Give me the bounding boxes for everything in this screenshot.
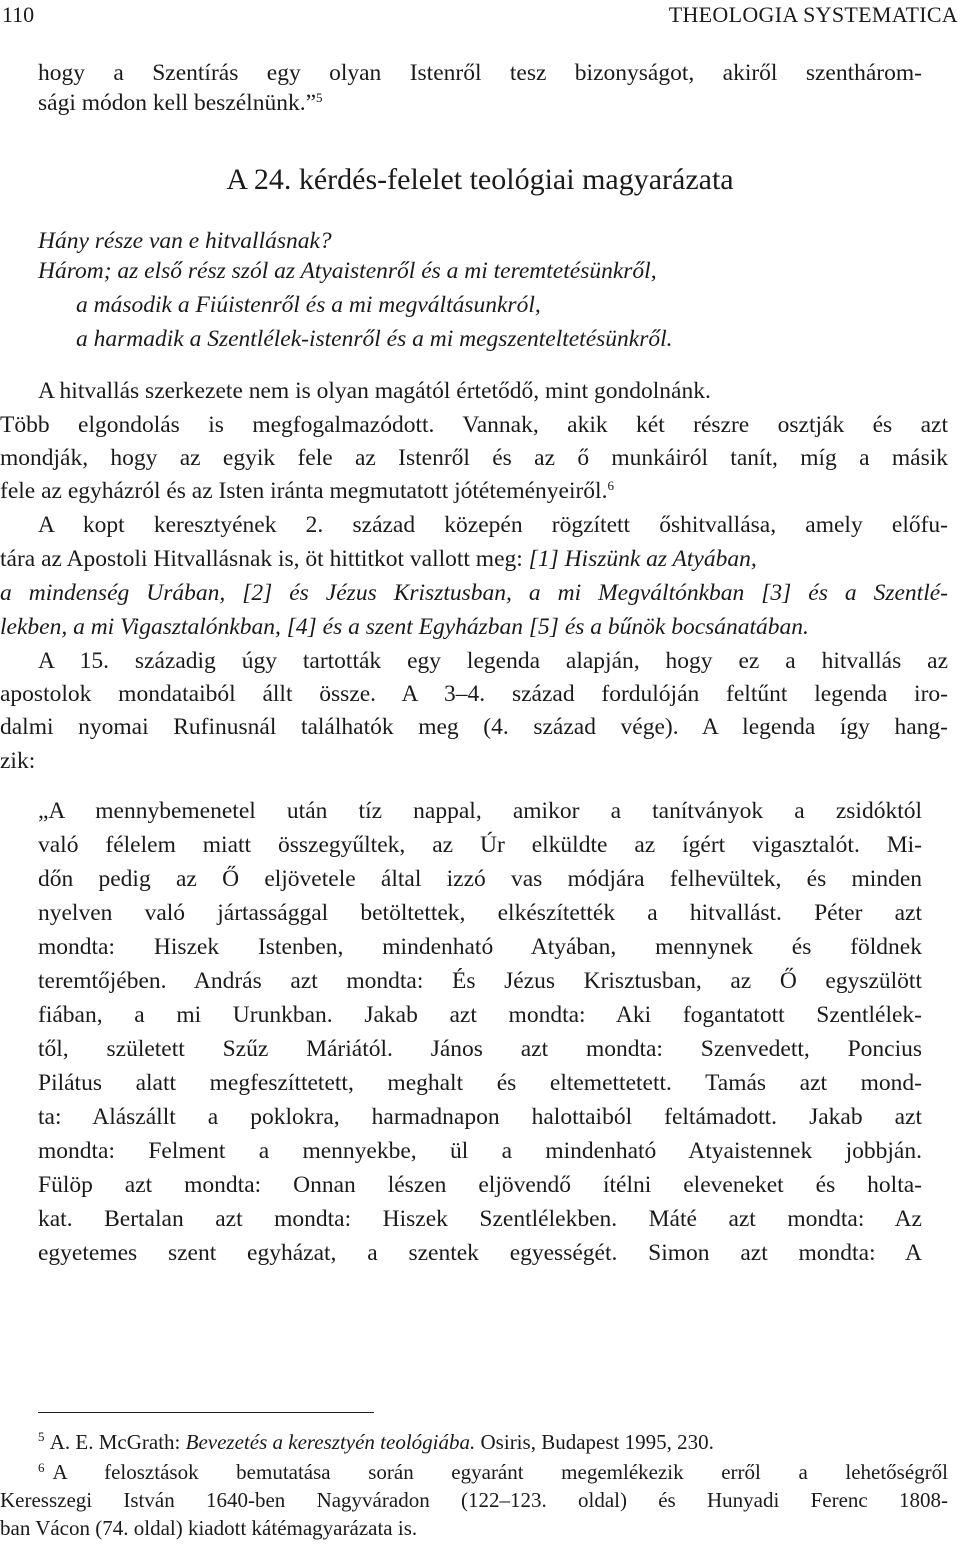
footnote-line: Keresszegi István 1640-ben Nagyváradon (122–123. oldal) és Hunyadi Ferenc 1808-	[0, 1488, 948, 1512]
quote-line: Pilátus alatt megfeszíttetett, meghalt és eltemettetett. Tamás azt mond-	[38, 1070, 922, 1096]
catechism-question: Hány része van e hitvallásnak?	[38, 228, 332, 254]
body-line: apostolok mondataiból állt össze. A 3–4. század fordulóján feltűnt legenda iro-	[0, 681, 948, 707]
footnote-separator	[38, 1412, 374, 1413]
body-line	[0, 544, 948, 574]
footnote-line: A felosztások bemutatása során egyaránt megemlékezik erről a lehetőségről	[52, 1460, 948, 1484]
section-title: A 24. kérdés-felelet teológiai magyarázata	[226, 163, 734, 196]
body-line: A kopt keresztyének 2. század közepén rögzített őshitvallása, amely előfu-	[38, 512, 948, 538]
body-line-italic: a mindenség Urában, [2] és Jézus Krisztusban, a mi Megváltónkban [3] és a Szentlé-	[0, 580, 948, 606]
body-line: Több elgondolás is megfogalmazódott. Vannak, akik két részre osztják és azt	[0, 412, 948, 438]
catechism-answer-line: a harmadik a Szentlélek-istenről és a mi megszenteltetésünkről.	[76, 326, 673, 352]
body-line: zik:	[0, 748, 36, 774]
quote-line: teremtőjében. András azt mondta: És Jézus Krisztusban, az Ő egyszülött	[38, 968, 922, 994]
footnote-publisher: Osiris, Budapest 1995, 230.	[480, 1430, 714, 1454]
quote-line: egyetemes szent egyházat, a szentek egyességét. Simon azt mondta: A	[38, 1240, 922, 1266]
footnote-number: 5	[38, 1429, 45, 1444]
quote-line: mondta: Felment a mennyekbe, ül a mindenható Atyaistennek jobbján.	[38, 1138, 922, 1164]
footnote-number: 6	[38, 1460, 45, 1475]
body-line: A hitvallás szerkezete nem is olyan magától értetődő, mint gondolnánk.	[38, 378, 711, 404]
footnote-line: ban Vácon (74. oldal) kiadott kátémagyarázata is.	[0, 1516, 418, 1540]
quote-line: kat. Bertalan azt mondta: Hiszek Szentlélekben. Máté azt mondta: Az	[38, 1206, 922, 1232]
quote-line: fiában, a mi Urunkban. Jakab azt mondta: Aki fogantatott Szentlélek-	[38, 1002, 922, 1028]
catechism-answer-line: a második a Fiúistenről és a mi megváltásunkról,	[76, 292, 541, 318]
running-title: THEOLOGIA SYSTEMATICA	[668, 2, 958, 27]
intro-line-text: sági módon kell beszélnünk.”	[38, 90, 317, 116]
quote-line: nyelven való jártassággal betöltettek, elkészítették a hitvallást. Péter azt	[38, 900, 922, 926]
quote-line: mondta: Hiszek Istenben, mindenható Atyában, mennynek és földnek	[38, 934, 922, 960]
body-line-italic: lekben, a mi Vigasztalónkban, [4] és a szent Egyházban [5] és a bűnök bocsánatában.	[0, 614, 809, 640]
page-number: 110	[2, 2, 35, 27]
footnote-5	[38, 1428, 714, 1456]
quote-line: Fülöp azt mondta: Onnan lészen eljövendő ítélni eleveneket és holta-	[38, 1172, 922, 1198]
quote-line: való félelem miatt összegyűltek, az Úr elküldte az ígért vigasztalót. Mi-	[38, 832, 922, 858]
footnote-6	[38, 1458, 948, 1486]
quote-line: től, született Szűz Máriától. János azt mondta: Szenvedett, Poncius	[38, 1036, 922, 1062]
intro-line: hogy a Szentírás egy olyan Istenről tesz bizonyságot, akiről szenthárom-	[38, 60, 922, 86]
body-line-last	[0, 476, 614, 506]
footnote-author: A. E. McGrath:	[49, 1430, 181, 1454]
footnote-ref-6[interactable]: 6	[607, 478, 614, 493]
body-line: A 15. századig úgy tartották egy legenda alapján, hogy ez a hitvallás az	[38, 648, 948, 674]
body-line-italic: [1] Hiszünk az Atyában,	[528, 546, 757, 572]
body-line-text: fele az egyházról és az Isten iránta megmutatott jótéteményeiről.	[0, 478, 608, 504]
body-line: dalmi nyomai Rufinusnál találhatók meg (4. század vége). A legenda így hang-	[0, 714, 948, 740]
quote-line: ta: Alászállt a poklokra, harmadnapon halottaiból feltámadott. Jakab azt	[38, 1104, 922, 1130]
body-line-text: tára az Apostoli Hitvallásnak is, öt hittitkot vallott meg:	[0, 546, 523, 572]
body-line: mondják, hogy az egyik fele az Istenről és az ő munkáiról tanít, míg a másik	[0, 445, 948, 471]
footnote-ref-5[interactable]: 5	[316, 90, 323, 105]
catechism-answer-line: Három; az első rész szól az Atyaistenről és a mi teremtetésünkről,	[38, 258, 657, 284]
quote-line: dőn pedig az Ő eljövetele által izzó vas módjára felhevültek, és minden	[38, 866, 922, 892]
quote-line: „A mennybemenetel után tíz nappal, amikor a tanítványok a zsidóktól	[38, 798, 922, 824]
page-header	[0, 0, 960, 30]
footnote-book-title: Bevezetés a keresztyén teológiába.	[185, 1430, 476, 1454]
intro-line-last	[38, 88, 323, 118]
